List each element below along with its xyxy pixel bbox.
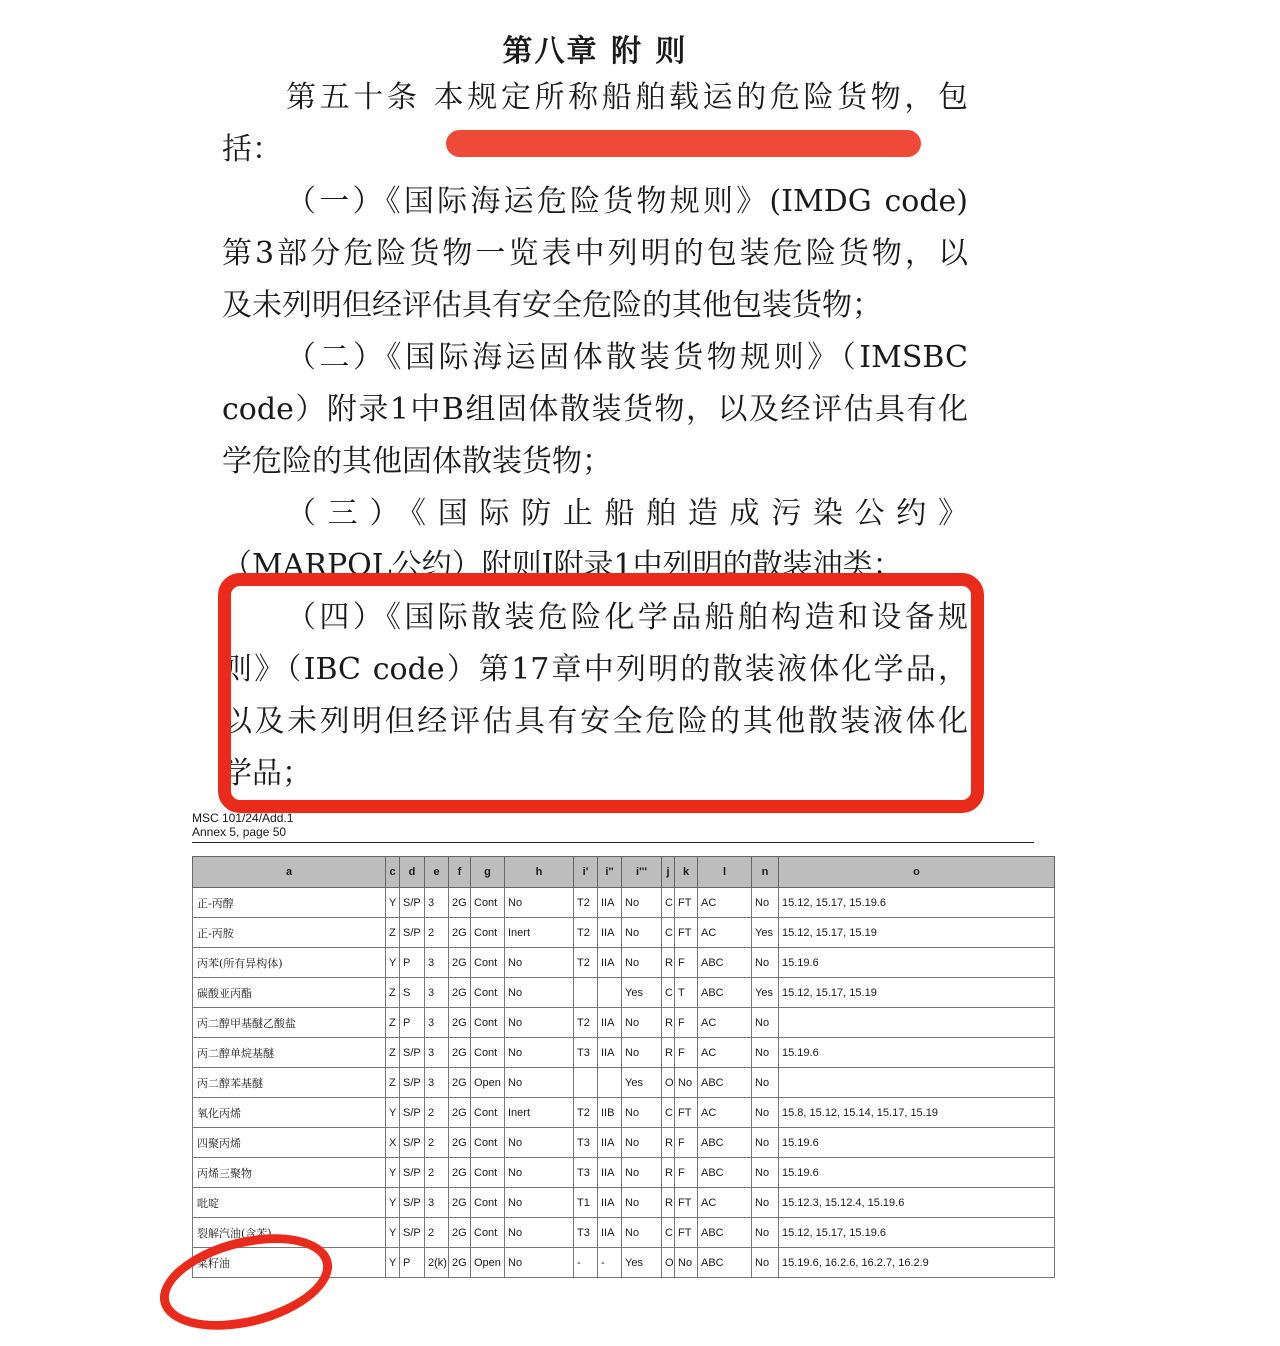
table-cell: 2G (449, 888, 471, 918)
table-cell: F (675, 948, 698, 978)
table-row (193, 1158, 1055, 1188)
table-cell: R (662, 1008, 675, 1038)
table-cell: 2G (449, 1128, 471, 1158)
table-cell: No (752, 1218, 779, 1248)
clause-1-line: 第3部分危险货物一览表中列明的包装危险货物，以 (222, 236, 968, 271)
table-cell: Z (386, 1008, 400, 1038)
clause-4-line: 学品； (222, 756, 312, 791)
table-cell: T2 (574, 948, 598, 978)
table-cell: Yes (622, 1248, 662, 1278)
chapter-title: 第八章 附 则 (502, 34, 688, 69)
table-cell: AC (698, 918, 752, 948)
table-row (193, 1038, 1055, 1068)
column-header: g (471, 857, 505, 888)
table-cell: 2G (449, 1038, 471, 1068)
table-cell: S (400, 978, 425, 1008)
product-name-cell: 丙二醇甲基醚乙酸盐 (193, 1008, 386, 1038)
table-cell: IIA (598, 888, 622, 918)
table-cell: R (662, 1188, 675, 1218)
table-cell: 2G (449, 1008, 471, 1038)
column-header: i''' (622, 857, 662, 888)
column-header: l (698, 857, 752, 888)
column-header: i' (574, 857, 598, 888)
product-name-cell: 丙二醇单烷基醚 (193, 1038, 386, 1068)
table-cell: S/P (400, 1068, 425, 1098)
table-cell: T2 (574, 1098, 598, 1128)
table-cell: No (622, 888, 662, 918)
table-cell: No (505, 1248, 574, 1278)
table-cell: Cont (471, 1128, 505, 1158)
table-cell: 2G (449, 978, 471, 1008)
column-header: o (779, 857, 1055, 888)
column-header: e (425, 857, 449, 888)
clause-3-line: （三）《国际防止船舶造成污染公约》 (286, 496, 968, 531)
table-cell: X (386, 1128, 400, 1158)
table-cell: 3 (425, 948, 449, 978)
table-cell: No (752, 1008, 779, 1038)
table-cell: T2 (574, 1008, 598, 1038)
table-cell: S/P (400, 1128, 425, 1158)
table-cell: IIA (598, 1038, 622, 1068)
table-cell: R (662, 1158, 675, 1188)
table-cell: T (675, 978, 698, 1008)
table-cell: P (400, 1248, 425, 1278)
product-name-cell: 裂解汽油(含苯) (193, 1218, 386, 1248)
table-cell: 15.19.6 (779, 948, 1055, 978)
table-cell: Inert (505, 918, 574, 948)
column-header: i'' (598, 857, 622, 888)
table-cell: ABC (698, 948, 752, 978)
table-cell: 2 (425, 918, 449, 948)
clause-2-line: （二）《国际海运固体散装货物规则》（IMSBC (286, 340, 968, 375)
table-cell: 2 (425, 1098, 449, 1128)
table-cell: 15.19.6, 16.2.6, 16.2.7, 16.2.9 (779, 1248, 1055, 1278)
table-cell (574, 1068, 598, 1098)
table-cell: S/P (400, 1038, 425, 1068)
table-cell: No (675, 1068, 698, 1098)
table-cell: No (622, 1128, 662, 1158)
table-row (193, 1008, 1055, 1038)
table-cell: 2G (449, 1098, 471, 1128)
table-cell (574, 978, 598, 1008)
table-cell: ABC (698, 978, 752, 1008)
table-cell: 15.19.6 (779, 1128, 1055, 1158)
table-cell: AC (698, 1188, 752, 1218)
clause-1-line: （一）《国际海运危险货物规则》(IMDG code) (286, 184, 968, 219)
column-header: a (193, 857, 386, 888)
table-cell: 15.19.6 (779, 1038, 1055, 1068)
table-row (193, 948, 1055, 978)
table-cell: FT (675, 888, 698, 918)
table-cell: C (662, 918, 675, 948)
table-cell: No (752, 1068, 779, 1098)
column-header: h (505, 857, 574, 888)
table-cell: 3 (425, 1008, 449, 1038)
table-cell: 2G (449, 1218, 471, 1248)
table-cell: R (662, 948, 675, 978)
table-cell: FT (675, 1188, 698, 1218)
clause-1-line: 及未列明但经评估具有安全危险的其他包装货物； (222, 288, 882, 323)
table-cell: AC (698, 1098, 752, 1128)
red-box-highlight (218, 573, 984, 813)
table-cell: C (662, 978, 675, 1008)
product-name-cell: 正-丙醇 (193, 888, 386, 918)
table-cell: T3 (574, 1038, 598, 1068)
table-cell: O (662, 1248, 675, 1278)
table-cell: No (752, 1128, 779, 1158)
table-cell: 2G (449, 1068, 471, 1098)
table-cell: IIA (598, 1218, 622, 1248)
header-rule (192, 842, 1034, 843)
table-cell: S/P (400, 918, 425, 948)
table-cell: T1 (574, 1188, 598, 1218)
product-name-cell: 吡啶 (193, 1188, 386, 1218)
table-row (193, 978, 1055, 1008)
table-cell: No (752, 1188, 779, 1218)
table-cell: - (574, 1248, 598, 1278)
column-header: j (662, 857, 675, 888)
product-name-cell: 丙烯三聚物 (193, 1158, 386, 1188)
table-cell: C (662, 888, 675, 918)
article-50-line: 第五十条 本规定所称船舶载运的危险货物，包 (286, 80, 968, 115)
doc-ref-number: MSC 101/24/Add.1 (192, 811, 294, 825)
table-cell: Open (471, 1068, 505, 1098)
table-cell: FT (675, 1218, 698, 1248)
table-cell: ABC (698, 1218, 752, 1248)
table-cell: F (675, 1008, 698, 1038)
table-cell: Z (386, 1038, 400, 1068)
table-cell: No (622, 918, 662, 948)
table-cell: Y (386, 888, 400, 918)
table-cell: Cont (471, 1218, 505, 1248)
table-cell: Yes (622, 1068, 662, 1098)
table-cell: 15.12.3, 15.12.4, 15.19.6 (779, 1188, 1055, 1218)
table-cell: No (505, 1008, 574, 1038)
table-cell: No (752, 888, 779, 918)
table-cell: IIA (598, 1158, 622, 1188)
table-cell: Open (471, 1248, 505, 1278)
table-cell: T3 (574, 1158, 598, 1188)
table-cell: 15.12, 15.17, 15.19.6 (779, 888, 1055, 918)
table-row (193, 918, 1055, 948)
table-cell: P (400, 1008, 425, 1038)
table-cell: IIB (598, 1098, 622, 1128)
doc-ref-page: Annex 5, page 50 (192, 825, 287, 839)
table-cell: No (752, 1038, 779, 1068)
table-cell: No (622, 1218, 662, 1248)
table-cell: Cont (471, 1158, 505, 1188)
table-cell: No (675, 1248, 698, 1278)
table-cell: 2(k) (425, 1248, 449, 1278)
product-name-cell: 氧化丙烯 (193, 1098, 386, 1128)
table-cell: Cont (471, 1038, 505, 1068)
table-cell: Inert (505, 1098, 574, 1128)
table-cell: Y (386, 948, 400, 978)
table-cell: 15.12, 15.17, 15.19 (779, 918, 1055, 948)
table-cell: Y (386, 1158, 400, 1188)
table-cell: FT (675, 918, 698, 948)
table-cell: No (505, 1188, 574, 1218)
column-header: d (400, 857, 425, 888)
product-name-cell: 四聚丙烯 (193, 1128, 386, 1158)
clause-4-line: 以及未列明但经评估具有安全危险的其他散装液体化 (222, 704, 968, 739)
table-cell: 2G (449, 1158, 471, 1188)
table-cell: Z (386, 1068, 400, 1098)
table-cell: Y (386, 1098, 400, 1128)
table-cell: Cont (471, 918, 505, 948)
table-cell: No (505, 948, 574, 978)
table-cell: ABC (698, 1248, 752, 1278)
table-cell: 2 (425, 1128, 449, 1158)
column-header: c (386, 857, 400, 888)
table-cell: Yes (752, 918, 779, 948)
table-cell: S/P (400, 1218, 425, 1248)
table-cell: No (505, 1038, 574, 1068)
table-cell: T3 (574, 1218, 598, 1248)
column-header: n (752, 857, 779, 888)
table-cell (598, 1068, 622, 1098)
table-cell: T2 (574, 888, 598, 918)
table-cell: 2G (449, 1188, 471, 1218)
table-cell (779, 1008, 1055, 1038)
table-cell: C (662, 1218, 675, 1248)
table-cell: C (662, 1098, 675, 1128)
table-cell: Cont (471, 1098, 505, 1128)
table-row (193, 1128, 1055, 1158)
table-cell: 3 (425, 1068, 449, 1098)
table-cell: T3 (574, 1128, 598, 1158)
table-cell: No (622, 1038, 662, 1068)
table-cell: 15.19.6 (779, 1158, 1055, 1188)
table-cell: S/P (400, 1098, 425, 1128)
product-name-cell: 丙苯(所有异构体) (193, 948, 386, 978)
article-50-line: 括： (222, 132, 282, 167)
column-header: k (675, 857, 698, 888)
table-cell: S/P (400, 888, 425, 918)
table-cell: No (505, 1218, 574, 1248)
product-name-cell: 正-丙胺 (193, 918, 386, 948)
table-cell: Yes (752, 978, 779, 1008)
table-cell: 3 (425, 978, 449, 1008)
clause-4-line: （四）《国际散装危险化学品船舶构造和设备规 (286, 600, 968, 635)
table-cell: No (752, 1098, 779, 1128)
table-cell: No (752, 1158, 779, 1188)
table-cell: AC (698, 888, 752, 918)
table-cell: No (622, 1008, 662, 1038)
table-cell: Y (386, 1248, 400, 1278)
table-cell: Cont (471, 1008, 505, 1038)
ibc-chapter17-table (192, 856, 1055, 1278)
table-cell: Yes (622, 978, 662, 1008)
table-cell: No (505, 1158, 574, 1188)
table-cell: IIA (598, 1008, 622, 1038)
table-cell: T2 (574, 918, 598, 948)
table-cell: IIA (598, 1188, 622, 1218)
table-cell: FT (675, 1098, 698, 1128)
table-cell: No (622, 1188, 662, 1218)
table-cell: 2 (425, 1158, 449, 1188)
table-cell: R (662, 1038, 675, 1068)
table-cell: P (400, 948, 425, 978)
table-cell: 3 (425, 888, 449, 918)
product-name-cell: 碳酸亚丙酯 (193, 978, 386, 1008)
table-cell: Z (386, 918, 400, 948)
clause-2-line: code）附录1中B组固体散装货物，以及经评估具有化 (222, 392, 968, 427)
document-reference (192, 811, 293, 839)
table-cell: Cont (471, 978, 505, 1008)
table-cell: IIA (598, 918, 622, 948)
table-cell: 2 (425, 1218, 449, 1248)
table-cell: AC (698, 1008, 752, 1038)
clause-3-line: （MARPOL公约）附则I附录1中列明的散装油类； (222, 548, 903, 583)
table-cell: No (505, 888, 574, 918)
table-row (193, 888, 1055, 918)
table-cell: F (675, 1128, 698, 1158)
table-cell: Z (386, 978, 400, 1008)
table-cell: No (752, 948, 779, 978)
table-row (193, 1068, 1055, 1098)
table-cell: IIA (598, 1128, 622, 1158)
product-name-cell: 丙二醇苯基醚 (193, 1068, 386, 1098)
table-cell: Y (386, 1188, 400, 1218)
table-cell: No (505, 1128, 574, 1158)
clause-2-line: 学危险的其他固体散装货物； (222, 444, 612, 479)
table-cell: IIA (598, 948, 622, 978)
table-cell: Cont (471, 888, 505, 918)
table-cell: ABC (698, 1158, 752, 1188)
table-row (193, 1218, 1055, 1248)
table-cell: AC (698, 1038, 752, 1068)
table-row (193, 1098, 1055, 1128)
table-cell: No (752, 1248, 779, 1278)
table-cell: 2G (449, 948, 471, 978)
table-cell: ABC (698, 1128, 752, 1158)
table-cell: R (662, 1128, 675, 1158)
table-cell: No (622, 948, 662, 978)
table-cell: 3 (425, 1188, 449, 1218)
column-header: f (449, 857, 471, 888)
table-cell: 2G (449, 1248, 471, 1278)
table-cell: S/P (400, 1158, 425, 1188)
table-cell: No (505, 978, 574, 1008)
table-cell: 15.8, 15.12, 15.14, 15.17, 15.19 (779, 1098, 1055, 1128)
table-cell: Cont (471, 1188, 505, 1218)
table-cell: O (662, 1068, 675, 1098)
table-cell: F (675, 1038, 698, 1068)
table-cell: F (675, 1158, 698, 1188)
table-cell: S/P (400, 1188, 425, 1218)
product-name-cell: 菜籽油 (193, 1248, 386, 1278)
clause-4-line: 则》（IBC code）第17章中列明的散装液体化学品， (222, 652, 968, 687)
table-cell: Cont (471, 948, 505, 978)
table-cell: - (598, 1248, 622, 1278)
table-cell: 2G (449, 918, 471, 948)
table-header-row (193, 857, 1055, 888)
table-row (193, 1188, 1055, 1218)
table-cell: No (622, 1098, 662, 1128)
table-cell: 15.12, 15.17, 15.19.6 (779, 1218, 1055, 1248)
table-cell: No (505, 1068, 574, 1098)
table-cell: 15.12, 15.17, 15.19 (779, 978, 1055, 1008)
table-cell (598, 978, 622, 1008)
table-cell (779, 1068, 1055, 1098)
table-cell: No (622, 1158, 662, 1188)
table-cell: 3 (425, 1038, 449, 1068)
table-cell: ABC (698, 1068, 752, 1098)
table-cell: Y (386, 1218, 400, 1248)
